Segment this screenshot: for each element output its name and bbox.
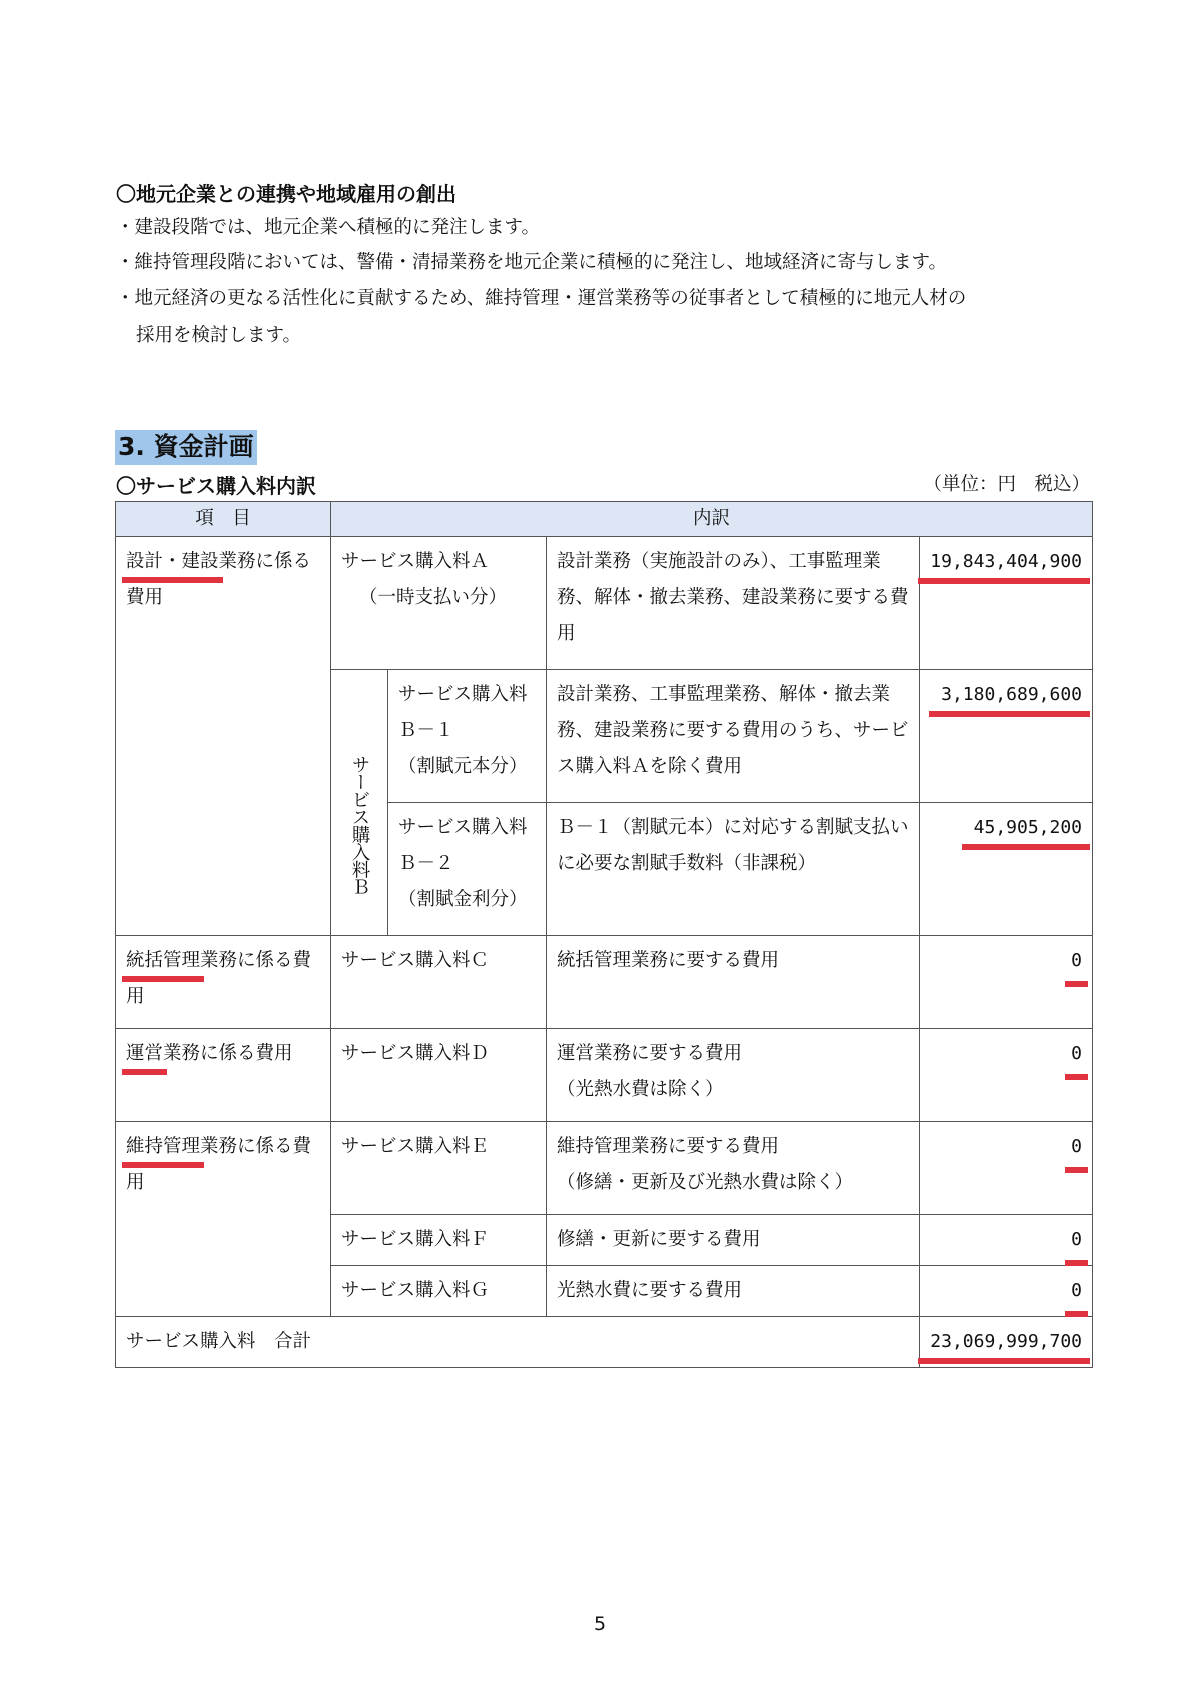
fee-a-label: サービス購入料Ａ bbox=[341, 551, 490, 572]
fee-detail bbox=[547, 1122, 920, 1215]
category-underlined-text: 統括管理 bbox=[126, 943, 200, 979]
fee-b2-note: （割賦金利分） bbox=[398, 889, 528, 910]
category-maintenance bbox=[116, 1122, 331, 1317]
header-item: 項 目 bbox=[116, 502, 331, 537]
page-number: 5 bbox=[593, 1613, 607, 1635]
fee-a-note: （一時支払い分） bbox=[359, 587, 508, 608]
fee-name: サービス購入料Ｇ bbox=[331, 1266, 547, 1317]
fee-amount bbox=[920, 936, 1093, 1029]
fee-amount bbox=[920, 1029, 1093, 1122]
fee-amount bbox=[920, 537, 1093, 670]
fee-detail: 統括管理業務に要する費用 bbox=[547, 936, 920, 1029]
fee-name: サービス購入料Ｆ bbox=[331, 1215, 547, 1266]
fee-amount bbox=[920, 1122, 1093, 1215]
header-detail: 内訳 bbox=[331, 502, 1093, 537]
category-text: 業務に係る費用 bbox=[126, 551, 312, 608]
fee-b1-label: サービス購入料Ｂ－１ bbox=[398, 684, 528, 741]
fee-d-amount: 0 bbox=[1071, 1036, 1082, 1072]
fee-name: サービス購入料Ｅ bbox=[331, 1122, 547, 1215]
fee-detail: 修繕・更新に要する費用 bbox=[547, 1215, 920, 1266]
fee-detail: 設計業務、工事監理業務、解体・撤去業務、建設業務に要する費用のうち、サービス購入料Ａを除く費用 bbox=[547, 670, 920, 803]
fee-e-detail: 維持管理業務に要する費用 bbox=[557, 1136, 780, 1157]
fee-amount bbox=[920, 1266, 1093, 1317]
fee-detail: Ｂ－１（割賦元本）に対応する割賦支払いに必要な割賦手数料（非課税） bbox=[547, 803, 920, 936]
fee-b1-amount: 3,180,689,600 bbox=[941, 677, 1082, 713]
category-operations bbox=[116, 1029, 331, 1122]
fee-d-note: （光熱水費は除く） bbox=[557, 1079, 724, 1100]
bullet-item-continuation: 採用を検討します。 bbox=[136, 325, 302, 346]
fee-name bbox=[388, 803, 547, 936]
fee-name bbox=[388, 670, 547, 803]
fee-b2-amount: 45,905,200 bbox=[974, 810, 1082, 846]
category-underlined-text: 運営 bbox=[126, 1036, 163, 1072]
table-header-row bbox=[116, 502, 1093, 537]
fee-amount bbox=[920, 803, 1093, 936]
table-row bbox=[116, 1029, 1093, 1122]
fee-a-amount: 19,843,404,900 bbox=[930, 544, 1082, 580]
fee-b2-label: サービス購入料Ｂ－２ bbox=[398, 817, 528, 874]
fee-b1-note: （割賦元本分） bbox=[398, 756, 528, 777]
fee-d-detail: 運営業務に要する費用 bbox=[557, 1043, 743, 1064]
section-title-funding-plan: 3. 資金計画 bbox=[115, 430, 257, 465]
fee-name: サービス購入料Ｃ bbox=[331, 936, 547, 1029]
category-text: 業務に係る費用 bbox=[126, 1136, 312, 1193]
fee-detail: 設計業務（実施設計のみ）、工事監理業務、解体・撤去業務、建設業務に要する費用 bbox=[547, 537, 920, 670]
bullet-item: ・建設段階では、地元企業へ積極的に発注します。 bbox=[116, 217, 541, 238]
fee-e-note: （修繕・更新及び光熱水費は除く） bbox=[557, 1172, 854, 1193]
table-row bbox=[116, 537, 1093, 670]
category-general-management bbox=[116, 936, 331, 1029]
fee-amount bbox=[920, 1215, 1093, 1266]
bullet-item: ・維持管理段階においては、警備・清掃業務を地元企業に積極的に発注し、地域経済に寄与します。 bbox=[116, 252, 948, 273]
table-total-row bbox=[116, 1317, 1093, 1368]
fee-g-amount: 0 bbox=[1071, 1273, 1082, 1309]
fee-detail: 光熱水費に要する費用 bbox=[547, 1266, 920, 1317]
total-amount: 23,069,999,700 bbox=[930, 1324, 1082, 1360]
category-design-construction bbox=[116, 537, 331, 936]
fee-name bbox=[331, 537, 547, 670]
table-row bbox=[116, 936, 1093, 1029]
category-text: 業務に係る費用 bbox=[126, 950, 312, 1007]
fee-name: サービス購入料Ｄ bbox=[331, 1029, 547, 1122]
total-amount-cell bbox=[920, 1317, 1093, 1368]
fee-c-amount: 0 bbox=[1071, 943, 1082, 979]
fee-f-amount: 0 bbox=[1071, 1222, 1082, 1258]
section-heading-local-employment: 〇地元企業との連携や地域雇用の創出 bbox=[116, 182, 456, 206]
bullet-item: ・地元経済の更なる活性化に貢献するため、維持管理・運営業務等の従事者として積極的に地元人材の bbox=[116, 288, 967, 309]
fee-e-amount: 0 bbox=[1071, 1129, 1082, 1165]
unit-note: （単位：円 税込） bbox=[923, 474, 1090, 495]
fee-b-group-label: サービス購入料Ｂ bbox=[331, 670, 388, 936]
table-row bbox=[116, 1122, 1093, 1215]
total-label: サービス購入料 合計 bbox=[116, 1317, 920, 1368]
category-underlined-text: 維持管理 bbox=[126, 1129, 200, 1165]
category-text: 業務に係る費用 bbox=[163, 1043, 293, 1064]
fee-amount bbox=[920, 670, 1093, 803]
fee-detail bbox=[547, 1029, 920, 1122]
category-underlined-text: 設計・建設 bbox=[126, 544, 219, 580]
service-fee-table bbox=[115, 501, 1093, 1368]
table-caption: 〇サービス購入料内訳 bbox=[116, 474, 316, 498]
